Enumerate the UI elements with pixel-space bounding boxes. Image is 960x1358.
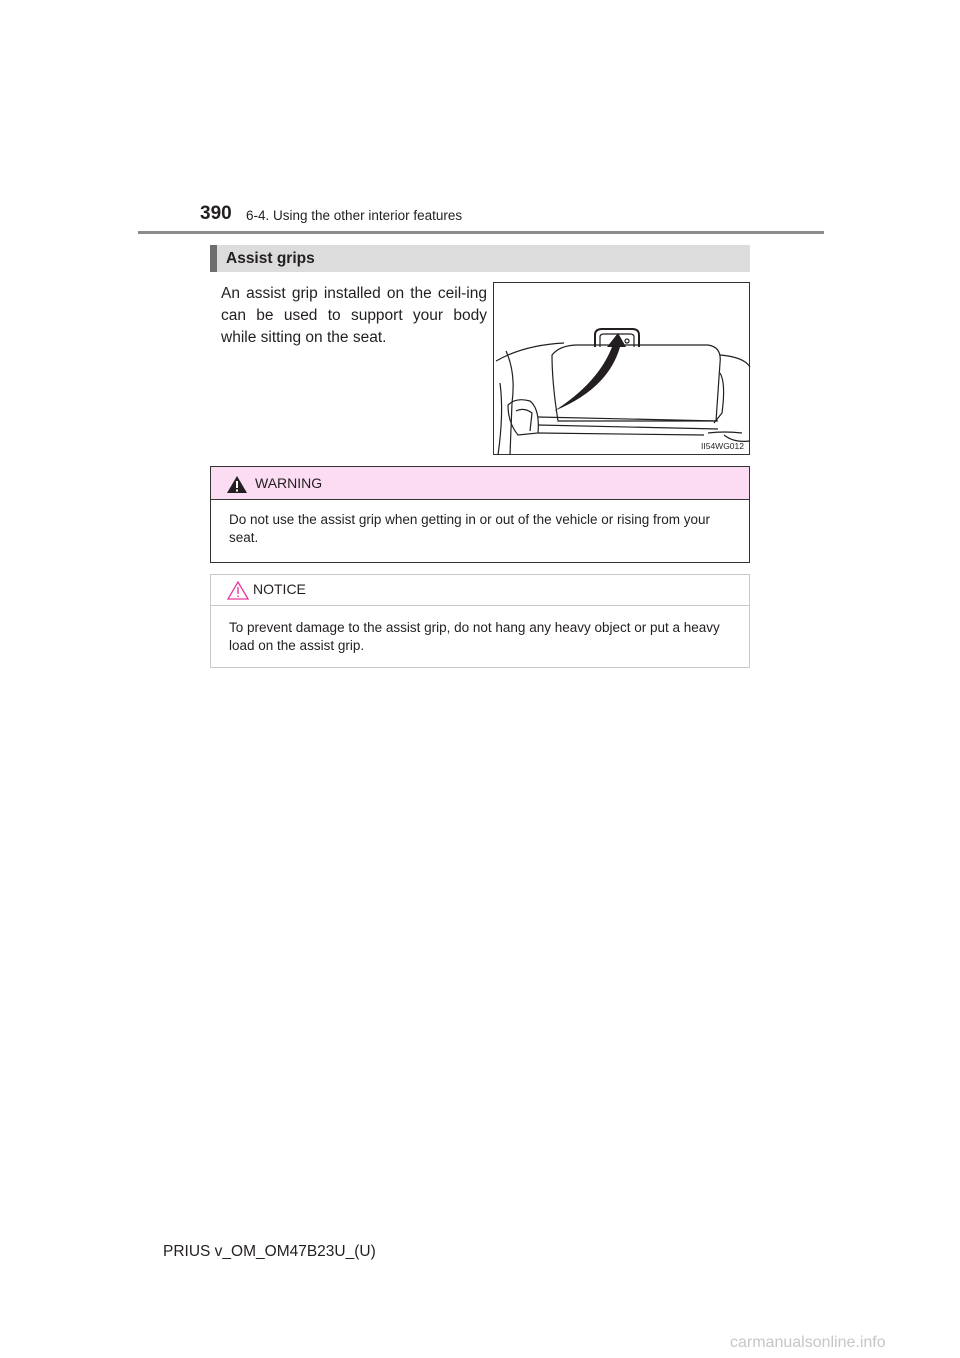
section-heading: Assist grips xyxy=(226,250,315,267)
section-title: 6-4. Using the other interior features xyxy=(246,208,463,223)
left-headrest xyxy=(508,400,538,435)
right-trim xyxy=(708,432,750,441)
assist-grip-illustration xyxy=(493,282,750,455)
warning-triangle-icon xyxy=(227,476,247,493)
right-pillar xyxy=(720,355,750,367)
rear-window-outline xyxy=(552,345,720,421)
watermark[interactable]: carmanualsonline.info xyxy=(730,1334,886,1351)
warning-text: Do not use the assist grip when getting in or out of the vehicle or rising from your seat. xyxy=(229,512,710,545)
car-interior-drawing xyxy=(494,283,751,456)
grip-fastener xyxy=(625,339,629,343)
notice-label: NOTICE xyxy=(253,581,306,597)
page-number: 390 xyxy=(200,203,232,224)
header-rule xyxy=(138,231,824,234)
illustration-code: II54WG012 xyxy=(701,441,744,451)
notice-text: To prevent damage to the assist grip, do not hang any heavy object or put a heavy load on the assist grip. xyxy=(229,620,720,653)
body-text: An assist grip installed on the ceil-ing can be used to support your body while sitting on the seat. xyxy=(221,285,487,346)
left-door-line xyxy=(498,383,502,455)
warning-header xyxy=(211,467,749,500)
notice-triangle-icon xyxy=(227,581,249,600)
parcel-shelf xyxy=(538,417,718,435)
notice-header xyxy=(211,575,749,606)
left-headrest-inner xyxy=(516,409,532,431)
section-heading-bar xyxy=(210,245,750,272)
warning-label: WARNING xyxy=(255,475,323,491)
notice-box xyxy=(210,574,750,668)
footer-model-code: PRIUS v_OM_OM47B23U_(U) xyxy=(163,1243,376,1260)
warning-box xyxy=(210,466,750,563)
